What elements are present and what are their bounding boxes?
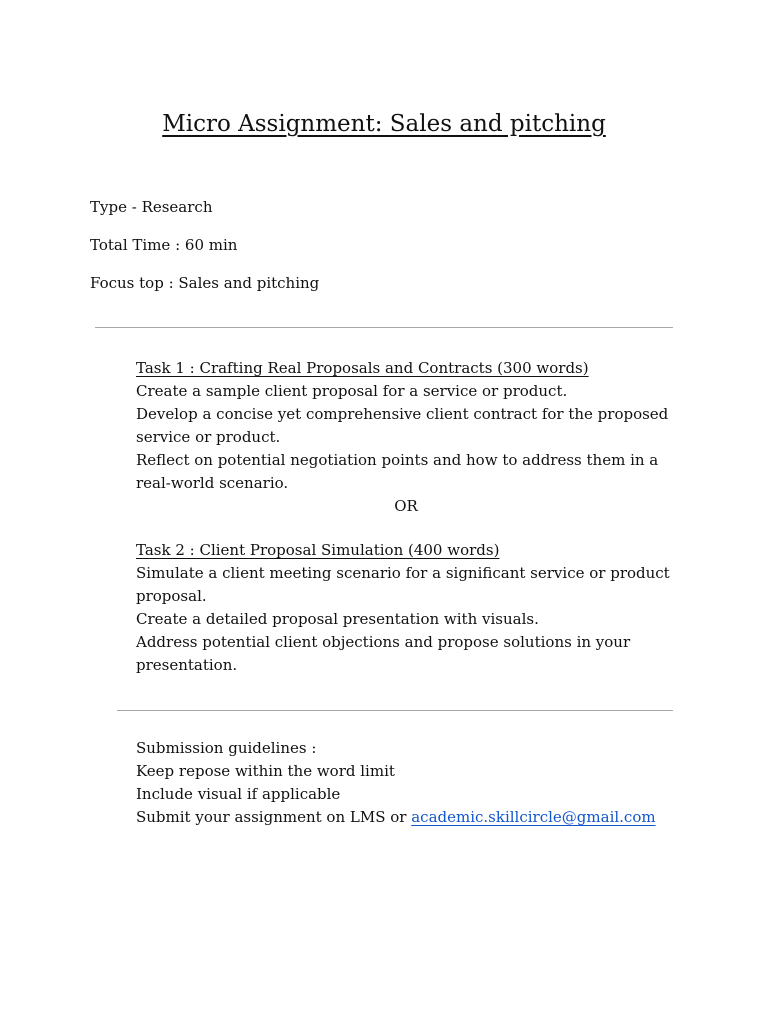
task-2-line: Address potential client objections and propose solutions in your: [136, 633, 631, 651]
task-2-title: Task 2 : Client Proposal Simulation (400 words): [136, 541, 500, 559]
task-2-line: Simulate a client meeting scenario for a significant service or product: [136, 564, 670, 582]
focus-topic-line: Focus top : Sales and pitching: [90, 274, 320, 292]
task-1-line: service or product.: [136, 428, 281, 446]
task-2-line: Create a detailed proposal presentation with visuals.: [136, 610, 539, 628]
or-separator: OR: [394, 497, 418, 515]
task-1-line: real-world scenario.: [136, 474, 289, 492]
type-line: Type - Research: [90, 198, 213, 216]
task-1-line: Reflect on potential negotiation points and how to address them in a: [136, 451, 659, 469]
submission-section: [136, 737, 676, 829]
document-title: Micro Assignment: Sales and pitching: [162, 111, 606, 137]
task-1-line: Create a sample client proposal for a service or product.: [136, 382, 568, 400]
task-1-section: [136, 357, 676, 495]
submission-heading: Submission guidelines :: [136, 739, 317, 757]
section-divider-bottom: [117, 710, 673, 711]
section-divider-top: [95, 327, 673, 328]
submission-instruction: [136, 806, 676, 829]
task-1-line: Develop a concise yet comprehensive client contract for the proposed: [136, 405, 669, 423]
submit-prefix-text: Submit your assignment on LMS or: [136, 808, 412, 826]
email-link[interactable]: academic.skillcircle@gmail.com: [411, 808, 656, 826]
submission-line: Keep repose within the word limit: [136, 762, 395, 780]
task-1-title: Task 1 : Crafting Real Proposals and Contracts (300 words): [136, 359, 589, 377]
submission-line: Include visual if applicable: [136, 785, 341, 803]
task-2-section: [136, 539, 676, 677]
task-2-line: proposal.: [136, 587, 207, 605]
task-2-line: presentation.: [136, 656, 238, 674]
total-time-line: Total Time : 60 min: [90, 236, 238, 254]
